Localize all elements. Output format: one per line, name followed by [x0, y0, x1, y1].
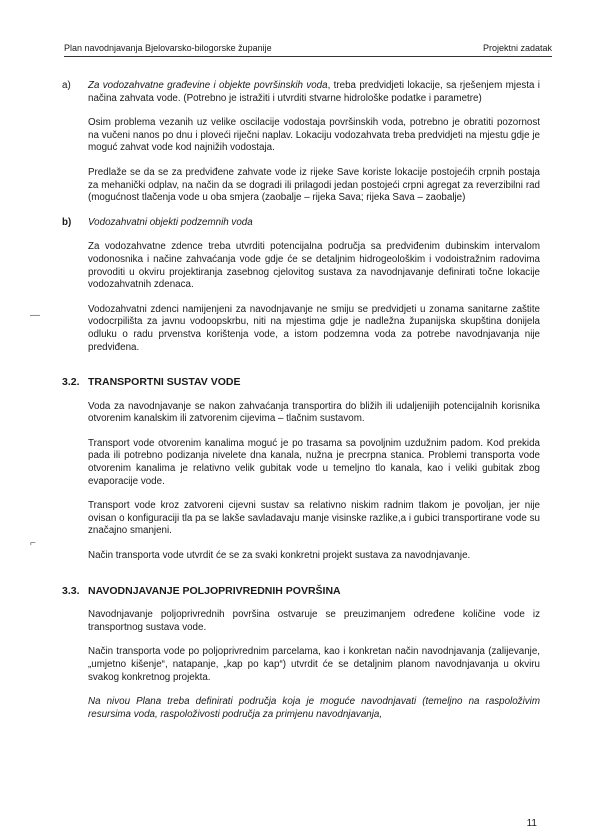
section-title: TRANSPORTNI SUSTAV VODE — [88, 376, 241, 389]
paragraph: Transport vode kroz zatvoreni cijevni sustav sa relativno niskim radnim tlakom je povoljan, jer nije ovisan o konfiguraciji tla pa se lakše savladavaju manje visinske razlike,a i gubici transportirane vode su značajno smanjeni. — [88, 500, 540, 537]
header-section: Projektni zadatak — [482, 43, 552, 53]
paragraph: Navodnjavanje poljoprivrednih površina ostvaruje se preuzimanjem određene količine vode iz transportnog sustava vode. — [88, 609, 540, 633]
paragraph: Vodozahvatni zdenci namijenjeni za navodnjavanje ne smiju se predvidjeti u zonama sanitarne zaštite vodocrpilišta za javnu vodoopskrbu, niti na mjestima gdje je nadležna županijska skupština donijela odluku o radu prvenstva korištenja vode, a istom podzemna voda za potrebe navodnjavanja nije predviđena. — [88, 303, 540, 353]
paragraph: Osim problema vezanih uz velike oscilacije vodostaja površinskih voda, potrebno je obratiti pozornost na vučeni nanos po dnu i ploveći riječni naplav. Lokaciju vodozahvata treba predvidjeti na mjestu gdje je moguć zahvat vode kod najnižih vodostaja. — [88, 117, 540, 154]
paragraph: Način transporta vode po poljoprivrednim parcelama, kao i konkretan način navodnjavanja (zalijevanje, „umjetno kišenje“, natapanje, „kap po kap“) utvrdit će se detaljnim planom navodnjavanja u okviru svakog konkretnog projekta. — [88, 646, 540, 683]
list-item-italic: Za vodozahvatne građevine i objekte površinskih voda — [88, 80, 328, 91]
list-marker: a) — [62, 80, 71, 91]
section-heading-3-2 — [62, 376, 540, 389]
paragraph: Način transporta vode utvrdit će se za svaki konkretni projekt sustava za navodnjavanje. — [88, 550, 471, 562]
paragraph: Na nivou Plana treba definirati područja koja je moguće navodnjavati (temeljno na raspoloživim resursima voda, raspoloživosti područja za primjenu navodnjavanja, — [88, 696, 540, 720]
paragraph: Za vodozahvatne zdence treba utvrditi potencijalna područja sa predviđenim dubinskim intervalom vodonosnika i načine zahvaćanja vode gdje će se detaljnim hidrogeološkim i vodoistražnim radovima provoditi u okviru projektiranja zasebnog cjelovitog sustava za navodnjavanje definirati točne lokacije vodozahvatnih zdenaca. — [88, 241, 540, 291]
list-item-text — [88, 80, 540, 105]
margin-pencil-mark: ⌐ — [30, 538, 36, 549]
list-item-a — [62, 80, 540, 105]
page-header — [64, 42, 552, 57]
document-body — [62, 80, 540, 733]
paragraph: Voda za navodnjavanje se nakon zahvaćanja transportira do bližih ili udaljenijih potencijalnih korisnika otvorenim kanalskim ili zatvorenim cijevima – tlačnim sustavom. — [88, 400, 540, 425]
list-marker: b) — [62, 216, 72, 228]
list-item-b — [62, 217, 540, 230]
paragraph: Transport vode otvorenim kanalima moguć je po trasama sa povoljnim uzdužnim padom. Kod prekida pada ili potrebno podizanja nivelete dna kanala, nužna je precrpna stanica. Problemi transporta vode otvorenim kanalima je relativno velik gubitak vode u temeljno tlo kanala, kao i veliki gubitak zbog evaporacije vode. — [88, 437, 540, 487]
section-number: 3.3. — [62, 584, 80, 597]
list-item-rest: , treba predvidjeti lokacije, sa rješenjem mjesta i načina zahvata vode. (Potrebno je istražiti i utvrditi stvarne hidrološke podatke i parametre) — [88, 80, 540, 104]
page-number: 11 — [526, 818, 537, 829]
margin-pencil-mark: — — [30, 310, 40, 321]
header-title: Plan navodnjavanja Bjelovarsko-bilogorske županije — [64, 43, 272, 53]
section-title: NAVODNJAVANJE POLJOPRIVREDNIH POVRŠINA — [88, 584, 341, 597]
section-heading-3-3 — [62, 585, 540, 598]
section-number: 3.2. — [62, 376, 80, 389]
list-item-italic: Vodozahvatni objekti podzemnih voda — [88, 216, 253, 228]
paragraph: Predlaže se da se za predviđene zahvate vode iz rijeke Save koriste lokacije postojećih crpnih postaja za mehanički odplav, na način da se dogradi ili prilagodi jedan postojeći crpni agregat za reverzibilni rad (mogućnost tlačenja vode u oba smjera (zaobalje – rijeka Sava; rijeka Sava – zaobalje) — [88, 166, 540, 204]
